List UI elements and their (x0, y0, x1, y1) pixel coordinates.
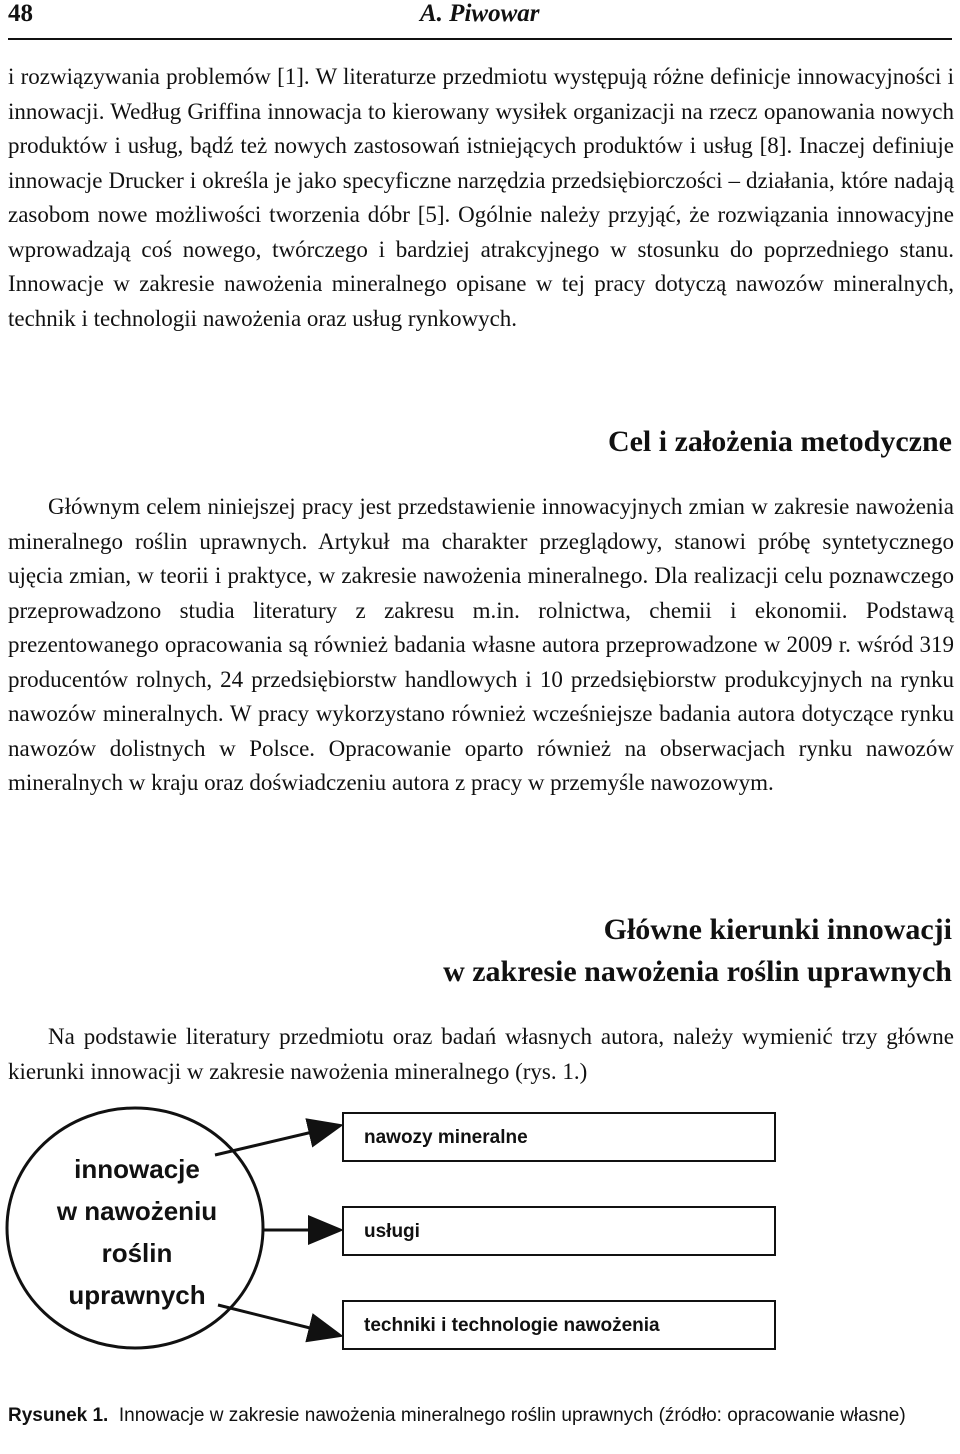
paragraph-aims: Głównym celem niniejszej pracy jest przedstawienie innowacyjnych zmian w zakresie nawożenia mineralnego roślin uprawnych. Artykuł ma charakter przeglądowy, stanowi próbę syntetycznego ujęcia zmian, w teorii i praktyce, w zakresie nawożenia mineralnego. Dla realizacji celu poznawczego przeprowadzono studia literatury z zakresu m.in. rolnictwa, chemii i ekonomii. Podstawą prezentowanego opracowania są również badania własne autora przeprowadzone w 2009 r. wśród 319 producentów rolnych, 24 przedsiębiorstw handlowych i 10 przedsiębiorstw produkcyjnych na rynku nawozów mineralnych. W pracy wykorzystano również wcześniejsze badania autora dotyczące rynku nawozów dolistnych w Polsce. Opracowanie oparto również na obserwacjach rynku nawozów mineralnych w kraju oraz doświadczeniu autora z pracy w przemyśle nawozowym. (8, 494, 954, 795)
box-services (342, 1206, 776, 1256)
page-number: 48 (8, 0, 33, 27)
box-mineral-fertilizers (342, 1112, 776, 1162)
section-heading-directions-line2: w zakresie nawożenia roślin uprawnych (443, 955, 952, 988)
page-header (8, 0, 952, 34)
section-heading-directions-line1: Główne kierunki innowacji (603, 913, 952, 946)
section-heading-aims: Cel i założenia metodyczne (607, 425, 952, 458)
running-title: A. Piwowar (420, 0, 540, 27)
ellipse-line-4: uprawnych (68, 1280, 206, 1310)
ellipse-line-3: roślin (101, 1238, 173, 1268)
figure-caption (8, 1404, 954, 1427)
box-label: techniki i technologie nawożenia (364, 1315, 660, 1336)
paragraph-directions: Na podstawie literatury przedmiotu oraz badań własnych autora, należy wymienić trzy główne kierunki innowacji w zakresie nawożenia mineralnego (rys. 1.) (8, 1024, 954, 1084)
ellipse-line-1: innowacje (74, 1154, 200, 1184)
header-rule (8, 38, 952, 40)
caption-text: Innowacje w zakresie nawożenia mineralnego roślin uprawnych (źródło: opracowanie własne) (118, 1405, 906, 1426)
ellipse-line-2: w nawożeniu (56, 1196, 218, 1226)
box-label: usługi (364, 1221, 420, 1242)
box-label: nawozy mineralne (364, 1127, 528, 1148)
figure-1 (0, 1100, 960, 1400)
caption-label: Rysunek 1. (8, 1405, 109, 1426)
paragraph-intro: i rozwiązywania problemów [1]. W literaturze przedmiotu występują różne definicje innowacyjności i innowacji. Według Griffina innowacja to kierowany wysiłek organizacji na rzecz opanowania nowych produktów i usług, bądź też nowych zastosowań istniejących produktów i usług [8]. Inaczej definiuje innowacje Drucker i określa je jako specyficzne narzędzia przedsiębiorczości – działania, które nadają zasobom nowe możliwości tworzenia dóbr [5]. Ogólnie należy przyjąć, że rozwiązania innowacyjne wprowadzają coś nowego, twórczego i bardziej atrakcyjnego w stosunku do poprzedniego stanu. Innowacje w zakresie nawożenia mineralnego opisane w tej pracy dotyczą nawozów mineralnych, technik i technologii nawożenia oraz usług rynkowych. (8, 64, 954, 331)
box-techniques (342, 1300, 776, 1350)
ellipse-label (22, 1148, 252, 1316)
